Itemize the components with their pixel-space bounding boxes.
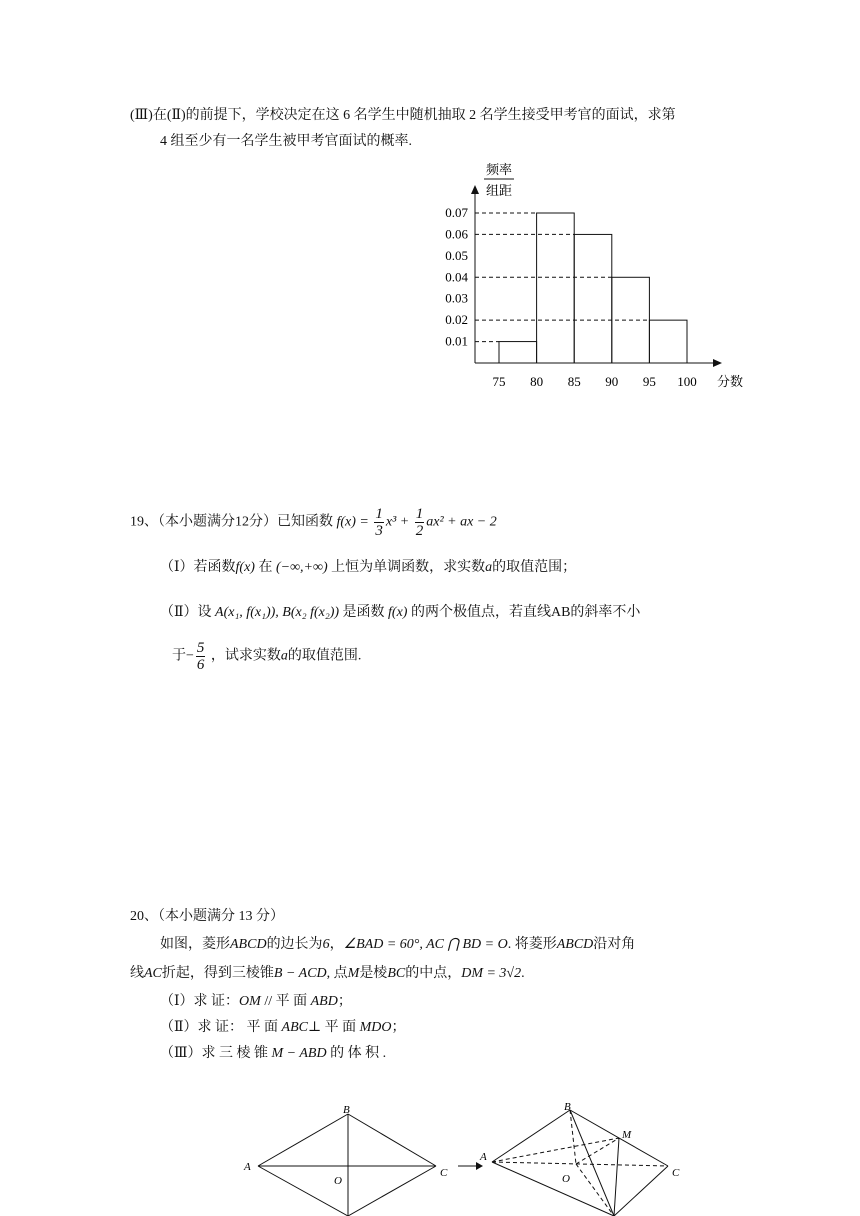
q19-part2-a: （Ⅱ）设 <box>160 605 212 620</box>
q19-part2-points: A(x₁, f(x₁)), B(x₂ f(x₂)) <box>215 605 340 620</box>
q20-line1-c: ， <box>329 937 344 952</box>
q20-line2-tetra: B − ACD <box>273 966 327 981</box>
tetra-segment-am <box>492 1138 619 1162</box>
q20-p2-b: ⊥ 平 面 <box>307 1020 357 1035</box>
q20-line1-abcd: ABCD <box>230 937 267 952</box>
rhombus-edge-da <box>258 1166 348 1216</box>
y-tick-label: 0.03 <box>445 290 468 306</box>
q20-p2-abc: ABC <box>281 1020 308 1035</box>
q20-p1-b: // 平 面 <box>264 994 308 1009</box>
q20-line1-angle: ∠BAD = 60°, AC ⋂ BD = O <box>343 937 508 952</box>
q20-line2-m: M <box>347 966 360 981</box>
rhombus-label-b: B <box>343 1104 350 1116</box>
q20-line2-ac: AC <box>144 966 162 981</box>
q20-p1-c: ； <box>337 994 352 1009</box>
tetra-diagonal-ac <box>492 1162 668 1166</box>
y-tick-label: 0.02 <box>445 312 468 328</box>
q20-p1-abd: ABD <box>310 994 338 1009</box>
rhombus-label-o: O <box>334 1175 342 1187</box>
q19-function: f(x) = <box>336 514 369 530</box>
q20-p1-om: OM <box>239 994 261 1009</box>
q19-part2-fraction <box>196 640 206 673</box>
q20-p2-mdo: MDO <box>359 1020 392 1035</box>
x-tick-label: 85 <box>567 374 581 389</box>
q19-part1 <box>160 556 576 576</box>
y-tick-label: 0.01 <box>445 333 468 349</box>
tetra-edge-ab <box>492 1110 570 1162</box>
q20-line1 <box>160 933 635 953</box>
q20-header: 20、（本小题满分 13 分） <box>130 909 284 924</box>
q20-line1-six: 6 <box>322 937 330 952</box>
rhombus-label-a: A <box>244 1161 251 1173</box>
q19-header <box>130 506 497 539</box>
q20-figure <box>230 1100 700 1216</box>
x-tick-label: 80 <box>530 374 544 389</box>
y-tick-label: 0.06 <box>445 226 468 242</box>
q20-part3 <box>160 1042 386 1062</box>
frequency-histogram <box>420 150 760 400</box>
q20-p2-a: （Ⅱ）求 证： 平 面 <box>160 1020 279 1035</box>
q19-part2-fx: f(x) <box>388 605 408 620</box>
y-axis-label-top: 频率 <box>486 162 513 177</box>
x-tick-label: 100 <box>677 374 697 389</box>
q19-part2-sign: − <box>186 648 194 664</box>
rhombus-figure <box>258 1114 436 1216</box>
q19-part1-c: 上恒为单调函数，求实数 <box>331 560 486 575</box>
q20-line1-e: 沿对角 <box>593 937 636 952</box>
q20-line2-e: 的中点， <box>405 966 462 981</box>
tetra-label-c: C <box>672 1167 680 1179</box>
q19-part2-c: 的两个极值点，若直线AB的斜率不小 <box>410 605 641 620</box>
q20-line2-d: 是棱 <box>359 966 388 981</box>
q19-part1-var: a <box>485 560 493 575</box>
q19-fraction-1 <box>374 506 384 539</box>
q20-line2-c: , 点 <box>326 966 348 981</box>
tetra-label-m: M <box>622 1129 632 1141</box>
q20-line2-b: 折起，得到三棱锥 <box>161 966 274 981</box>
q19-term-2: ax² + ax − 2 <box>426 514 497 530</box>
tetra-label-a: A <box>480 1151 487 1163</box>
q20-p3-mabd: M − ABD <box>271 1046 327 1061</box>
y-tick-label: 0.07 <box>445 205 468 220</box>
tetra-label-b: B <box>564 1101 571 1113</box>
q18-part3-line2: 4 组至少有一名学生被甲考官面试的概率. <box>160 134 412 149</box>
q19-part2-line2 <box>172 640 361 673</box>
q19-term-1: x³ + <box>385 514 410 530</box>
arrow-icon <box>458 1162 483 1170</box>
y-tick-label: 0.05 <box>445 247 468 263</box>
rhombus-label-c: C <box>440 1167 448 1179</box>
y-axis-label-bottom: 组距 <box>486 183 513 198</box>
q19-part2-den: 6 <box>196 657 205 673</box>
q19-frac1-num: 1 <box>375 506 383 522</box>
tetra-edge-ad <box>492 1162 614 1216</box>
tetra-label-o: O <box>562 1173 570 1185</box>
x-tick-label: 95 <box>642 374 656 389</box>
q20-line1-abcd2: ABCD <box>556 937 594 952</box>
q19-part2-var: a <box>280 648 288 664</box>
q19-part2-e: ，试求实数 <box>210 648 281 664</box>
x-axis-label: 分数 <box>717 374 744 389</box>
q20-line2 <box>130 962 525 982</box>
q19-frac2-den: 2 <box>415 523 424 539</box>
q20-line1-b: 的边长为 <box>266 937 323 952</box>
q19-part2-f: 的取值范围. <box>287 648 362 664</box>
q18-part3-line1: (Ⅲ)在(Ⅱ)的前提下，学校决定在这 6 名学生中随机抽取 2 名学生接受甲考官的面试，求第 <box>130 108 676 123</box>
q19-part1-d: 的取值范围； <box>492 560 577 575</box>
q19-head-text: 19、（本小题满分12分）已知函数 <box>130 514 333 530</box>
histogram-bar <box>499 342 537 363</box>
q20-p3-b: 的 体 积 . <box>330 1046 387 1061</box>
tetra-edge-dm <box>614 1138 619 1216</box>
q20-line2-f: . <box>521 966 525 981</box>
q20-line1-d: . 将菱形 <box>507 937 557 952</box>
q19-part2-num: 5 <box>196 640 205 656</box>
histogram-bar <box>537 213 575 363</box>
histogram-bar <box>649 320 687 363</box>
x-axis-arrow-icon <box>713 359 722 367</box>
tetra-segment-od <box>576 1164 614 1216</box>
q20-p3-a: （Ⅲ）求 三 棱 锥 <box>160 1046 269 1061</box>
q20-line2-bc: BC <box>387 966 406 981</box>
q20-part2 <box>160 1016 406 1036</box>
tetra-edge-cd <box>614 1166 668 1216</box>
q20-line2-a: 线 <box>130 966 144 981</box>
rhombus-edge-ab <box>258 1114 348 1166</box>
q19-part2-b: 是函数 <box>342 605 385 620</box>
q19-part2-d: 于 <box>172 648 186 664</box>
q20-p2-c: ； <box>391 1020 406 1035</box>
q20-part1 <box>160 990 352 1010</box>
y-tick-label: 0.04 <box>445 269 468 285</box>
q19-frac1-den: 3 <box>375 523 383 539</box>
rhombus-edge-bc <box>348 1114 436 1166</box>
q19-part2-line1 <box>160 601 640 621</box>
q20-line2-dm: DM = 3√2 <box>461 966 522 981</box>
q19-part1-fx: f(x) <box>235 560 255 575</box>
x-tick-label: 90 <box>605 374 619 389</box>
q19-part1-b: 在 <box>258 560 273 575</box>
y-axis-arrow-icon <box>471 185 479 194</box>
q20-line1-a: 如图，菱形 <box>160 937 230 952</box>
q19-part1-interval: (−∞,+∞) <box>275 560 328 575</box>
tetrahedron-figure <box>492 1110 668 1216</box>
x-tick-label: 75 <box>492 374 506 389</box>
q19-frac2-num: 1 <box>415 506 424 522</box>
q20-p1-a: （Ⅰ）求 证： <box>160 994 240 1009</box>
q19-fraction-2 <box>415 506 425 539</box>
q19-part1-a: （Ⅰ）若函数 <box>160 560 236 575</box>
rhombus-edge-cd <box>348 1166 436 1216</box>
tetra-edge-bd <box>570 1110 614 1216</box>
histogram-bar <box>574 234 612 363</box>
